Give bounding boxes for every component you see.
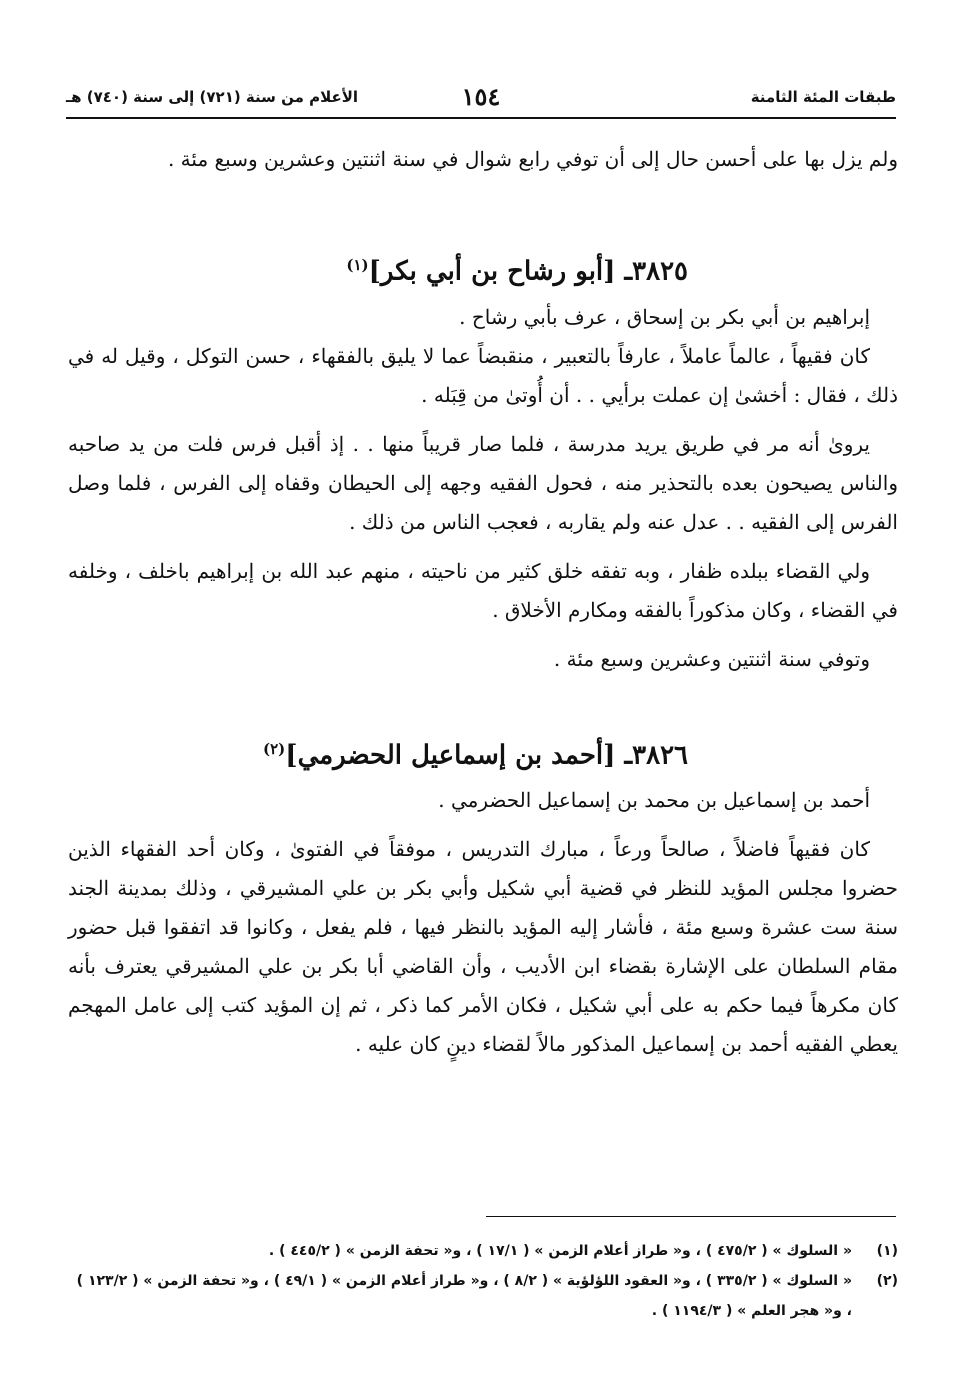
opening-paragraph: ولم يزل بها على أحسن حال إلى أن توفي رابع شوال في سنة اثنتين وعشرين وسبع مئة . <box>167 147 898 171</box>
entry-paragraph: أحمد بن إسماعيل بن محمد بن إسماعيل الحضرمي . <box>438 788 870 813</box>
page-number: ١٥٤ <box>461 82 501 111</box>
running-header <box>66 82 896 116</box>
footnote-ref: (١) <box>346 256 369 274</box>
footnote-number: (٢) <box>876 1273 898 1289</box>
entry-title-text: ٣٨٢٦ـ [أحمد بن إسماعيل الحضرمي] <box>285 740 688 771</box>
entry-paragraph: كان فقيهاً ، عالماً عاملاً ، عارفاً بالتعبير ، منقبضاً عما لا يليق بالفقهاء ، حسن التوكل ، وقيل له في ذلك ، فقال : أخشىٰ إن عملت برأيي . . أن أُوتىٰ من قِبَله . <box>68 343 898 407</box>
entry-paragraph: يروىٰ أنه مر في طريق يريد مدرسة ، فلما صار قريباً منها . . إذ أقبل فرس فلت من يد صاحبه والناس يصيحون بعده بالتحذير منه ، فحول الفقيه وجهه إلى الحيطان وقفاه إلى الفرس ، فلما وصل الفرس إلى الفقيه . . عدل عنه ولم يقاربه ، فعجب الناس من ذلك . <box>68 431 898 534</box>
footnotes <box>70 1236 898 1326</box>
header-divider <box>66 117 896 119</box>
book-title: طبقات المئة الثامنة <box>750 88 896 106</box>
footnote-divider <box>486 1216 896 1217</box>
footnote-text: « السلوك » ( ٣٣٥/٢ ) ، و« العقود اللؤلؤية » ( ٨/٢ ) ، و« طراز أعلام الزمن » ( ٤٩/١ ) ، و« تحفة الزمن » ( ١٢٣/٢ ) ، و« هجر العلم » ( ١١٩٤/٣ ) . <box>76 1273 852 1319</box>
main-text <box>68 140 898 1064</box>
entry-title <box>68 729 898 776</box>
footnote-item <box>70 1236 898 1266</box>
entry-paragraph: ولي القضاء ببلده ظفار ، وبه تفقه خلق كثير من ناحيته ، منهم عبد الله بن إبراهيم باخلف ، وخلفه في القضاء ، وكان مذكوراً بالفقه ومكارم الأخلاق . <box>68 558 898 622</box>
footnote-number: (١) <box>876 1243 898 1259</box>
footnote-item <box>70 1266 898 1326</box>
entry-paragraph: كان فقيهاً فاضلاً ، صالحاً ورعاً ، مبارك التدريس ، موفقاً في الفتوىٰ ، وكان أحد الفقهاء الذين حضروا مجلس المؤيد للنظر في قضية أبي شكيل وأبي بكر بن علي المشيرقي ، وذلك بمدينة الجند سنة ست عشرة وسبع مئة ، فأشار إليه المؤيد بالنظر فيها ، فلم يفعل ، وكانوا قد اتفقوا قبل حضور مقام السلطان على الإشارة بقضاء ابن الأديب ، وأن القاضي أبا بكر بن علي المشيرقي يعترف بأنه كان مكرهاً فيما حكم به على أبي شكيل ، فكان الأمر كما ذكر ، ثم إن المؤيد كتب إلى عامل المهجم يعطي الفقيه أحمد بن إسماعيل المذكور مالاً لقضاء دينٍ كان عليه . <box>68 837 898 1057</box>
entry-title <box>68 245 898 292</box>
footnote-ref: (٢) <box>262 739 286 758</box>
footnote-text: « السلوك » ( ٤٧٥/٢ ) ، و« طراز أعلام الزمن » ( ١٧/١ ) ، و« تحفة الزمن » ( ٤٤٥/٢ ) . <box>268 1243 852 1259</box>
entry-title-text: ٣٨٢٥ـ [أبو رشاح بن أبي بكر] <box>368 256 688 287</box>
entry-paragraph: وتوفي سنة اثنتين وعشرين وسبع مئة . <box>553 646 870 671</box>
volume-range: الأعلام من سنة (٧٢١) إلى سنة (٧٤٠) هـ <box>66 88 359 106</box>
entry-paragraph: إبراهيم بن أبي بكر بن إسحاق ، عرف بأبي رشاح . <box>459 304 870 329</box>
